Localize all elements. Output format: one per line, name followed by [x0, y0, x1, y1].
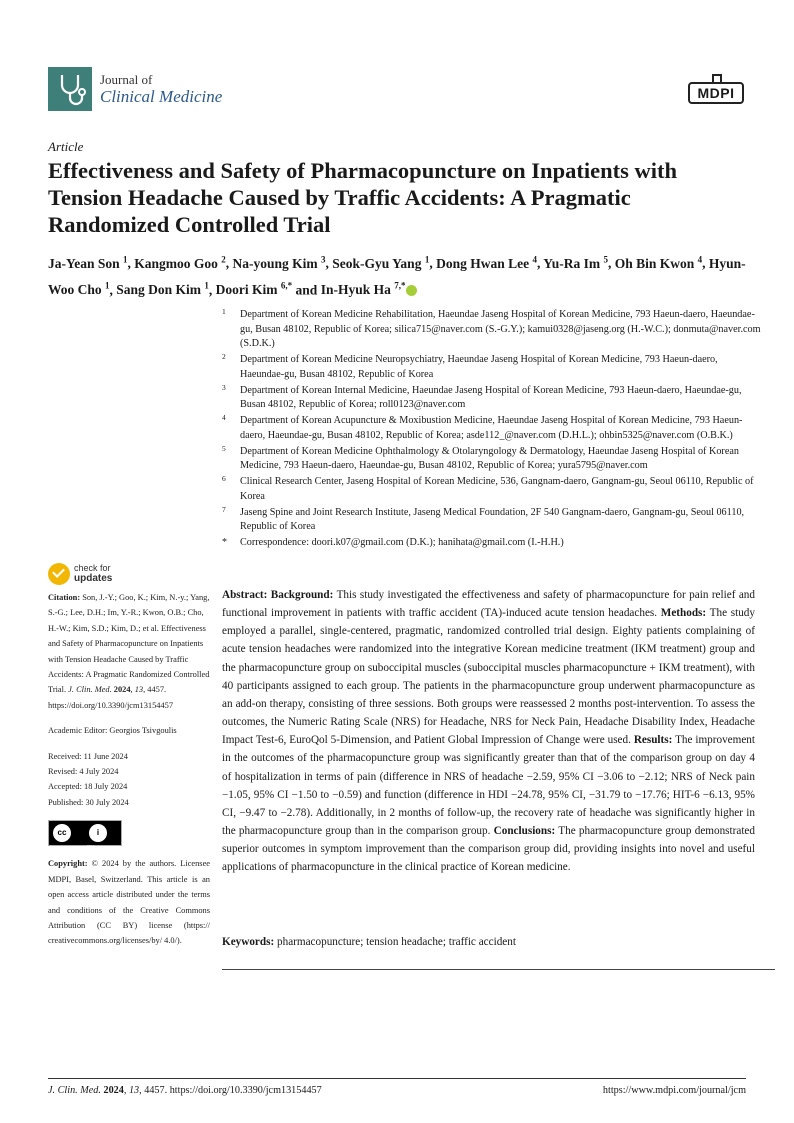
by-label: BY	[87, 845, 94, 852]
author-affiliation-ref: 1	[424, 254, 430, 264]
citation-text: Son, J.-Y.; Goo, K.; Kim, N.-y.; Yang, S.-G.; Lee, D.H.; Im, Y.-R.; Kwon, O.B.; Cho, H.-W.; Kim, S.D.; Kim, D.; et al. Effectiveness and Safety of Pharmacopuncture on Inpatients with Tension Headache Caused by Traffic Accidents: A Pragmatic Randomized Controlled Trial.	[48, 593, 210, 695]
citation-volume: 13	[134, 685, 144, 695]
methods-label: Methods:	[660, 607, 707, 620]
author-name[interactable]: In-Hyuk Ha	[320, 282, 391, 297]
author	[48, 256, 128, 271]
keywords	[222, 933, 755, 951]
author-name[interactable]: Sang Don Kim	[116, 282, 202, 297]
author-name[interactable]: Oh Bin Kwon	[614, 255, 695, 271]
background-label: Background:	[270, 589, 334, 601]
author	[134, 256, 226, 271]
article-title: Effectiveness and Safety of Pharmacopuncture on Inpatients with Tension Headache Caused by Traffic Accidents: A Pragmatic Randomized Controlled Trial	[48, 158, 677, 237]
citation-doi-link[interactable]: https://doi.org/10.3390/jcm13154457	[48, 700, 174, 710]
author-affiliation-ref: 2	[221, 254, 226, 264]
orcid-icon[interactable]	[406, 285, 417, 296]
author	[216, 282, 293, 297]
dates-block	[48, 749, 210, 811]
publisher-logo: MDPI	[688, 82, 744, 104]
author-name[interactable]: Doori Kim	[215, 282, 278, 297]
cc-icon: cc	[53, 824, 71, 842]
author-affiliation-ref: 7,*	[394, 280, 406, 291]
affiliation-text: Clinical Research Center, Jaseng Hospital of Korean Medicine, 536, Gangnam-daero, Gangnam-gu, Seoul 06110, Republic of Korea	[240, 476, 754, 502]
affiliations	[222, 308, 762, 552]
journal-logo	[48, 67, 92, 111]
attribution-person-icon: i	[89, 824, 107, 842]
author-name[interactable]: Na-young Kim	[232, 255, 318, 271]
author	[332, 256, 429, 271]
author	[116, 282, 209, 297]
stethoscope-icon	[48, 67, 92, 111]
affiliation-item	[222, 475, 762, 504]
affiliation-item	[222, 414, 762, 443]
citation-block: Citation: Son, J.-Y.; Goo, K.; Kim, N.-y.; Yang, S.-G.; Lee, D.H.; Im, Y.-R.; Kwon, O.B.; Cho, H.-W.; Kim, S.D.; Kim, D.; et al. Effectiveness and Safety of Pharmacopuncture on Inpatients with Tension Headache Caused by Traffic Accidents: A Pragmatic Randomized Controlled Trial. J. Clin. Med. 2024, 13, 4457. https://doi.org/10.3390/jcm13154457	[48, 593, 210, 710]
affiliation-number: 3	[222, 382, 226, 392]
footer-doi-link[interactable]: https://doi.org/10.3390/jcm13154457	[169, 1085, 322, 1096]
mdpi-logo-tab	[712, 74, 722, 82]
affiliation-text: Department of Korean Medicine Neuropsychiatry, Haeundae Jaseng Hospital of Korean Medicine, 793 Haeun-daero, Haeundae-gu, Busan 48102, Republic of Korea	[240, 354, 718, 380]
copyright-label: Copyright:	[48, 859, 88, 869]
author-affiliation-ref: 1	[204, 280, 209, 291]
affiliation-text: Department of Korean Acupuncture & Moxibustion Medicine, Haeundae Jaseng Hospital of Korean Medicine, 793 Haeun-daero, Haeundae-gu, Busan 48102, Republic of Korea; asde112_@naver.com (D.H.L.); ohbin5325@naver.com (O.B.K.)	[240, 415, 743, 441]
copyright-block	[48, 856, 210, 948]
citation-journal: J. Clin. Med.	[68, 685, 112, 695]
footer-pages: 4457.	[144, 1085, 168, 1096]
footer-year: 2024	[103, 1085, 124, 1096]
footer-journal: J. Clin. Med.	[48, 1085, 101, 1096]
abstract-divider	[222, 969, 775, 970]
author-affiliation-ref: 3	[321, 254, 326, 264]
author	[615, 256, 702, 271]
updates-label: updates	[74, 573, 113, 584]
accepted-date: Accepted: 18 July 2024	[48, 782, 128, 792]
journal-of-label: Journal of	[100, 72, 153, 87]
published-date: Published: 30 July 2024	[48, 797, 129, 807]
check-for-label: check for	[74, 563, 111, 573]
author-affiliation-ref: 1	[123, 254, 128, 264]
abstract-label: Abstract:	[222, 589, 268, 601]
results-text: The improvement in the outcomes of the pharmacopuncture group was significantly greater than that of the comparison group on day 4 of hospitalization in terms of pain (difference in NRS of headache −2.59, 95% CI −3.06 to −2.12; NRS of Neck pain −1.05, 95% CI −1.50 to −0.59) and function (difference in HDI −24.78, 95% CI, −31.79 to −17.76; HIT-6 −6.13, 95% CI, −9.47 to −2.78). Additionally, in 2 months of follow-up, the recovery rate of headache was significantly higher in the pharmacopuncture group than in the comparison group.	[222, 734, 755, 838]
affiliation-text: Department of Korean Medicine Ophthalmology & Otolaryngology & Dermatology, Haeundae Jaseng Hospital of Korean Medicine, 793 Haeun-daero, Haeundae-gu, Busan 48102, Republic of Korea; yura5795@naver.com	[240, 445, 739, 471]
author-affiliation-ref: 4	[532, 254, 537, 264]
affiliation-number: 1	[222, 307, 226, 316]
received-date: Received: 11 June 2024	[48, 751, 128, 761]
results-label: Results:	[633, 734, 673, 747]
affiliation-number: 4	[222, 413, 226, 422]
affiliation-text: Correspondence: doori.k07@gmail.com (D.K.); hanihata@gmail.com (I.-H.H.)	[240, 537, 564, 548]
conclusions-text: The pharmacopuncture group demonstrated superior outcomes in symptom improvement than the comparison group did, providing insights into novel and useful applications of pharmacopuncture in the clinical practice of Korean medicine.	[222, 825, 755, 874]
journal-name: Clinical Medicine	[100, 87, 223, 106]
citation-year: 2024	[113, 685, 131, 695]
academic-editor: Academic Editor: Georgios Tsivgoulis	[48, 726, 177, 736]
affiliation-item	[222, 536, 762, 551]
article-type: Article	[48, 139, 84, 154]
author-name[interactable]: Seok-Gyu Yang	[332, 255, 422, 271]
author	[233, 256, 326, 271]
author-name[interactable]: Dong Hwan Lee	[436, 255, 530, 271]
footer-citation: J. Clin. Med. 2024, 13, 4457. https://doi.org/10.3390/jcm13154457	[48, 1085, 322, 1096]
affiliation-number: *	[222, 537, 227, 548]
author-affiliation-ref: 6,*	[280, 280, 293, 291]
affiliation-text: Jaseng Spine and Joint Research Institute, Jaseng Medical Foundation, 2F 540 Gangnam-daero, Gangnam-gu, Seoul 06110, Republic of Korea	[240, 506, 745, 532]
abstract	[222, 586, 755, 877]
affiliation-item	[222, 353, 762, 382]
author-affiliation-ref: 4	[697, 254, 703, 264]
author	[321, 282, 418, 297]
cc-by-license-badge[interactable]	[48, 820, 122, 852]
check-icon	[48, 563, 70, 585]
author-name[interactable]: Hyun-Woo Cho	[48, 255, 746, 297]
methods-text: The study employed a parallel, single-centered, pragmatic, randomized controlled trial design. Eighty patients complaining of acute tension headaches were randomized into the integrative Korean medicine treatment (IKM treatment) group and the pharmacopuncture group on suboccipital muscles (suboccipital muscles pharmacopuncture + IKM treatment), with 40 participants assigned to each group. The patients in the pharmacopuncture group underwent pharmacopuncture as an add-on therapy, consisting of three sessions. Both groups were reassessed 2 months post-intervention. To assess the outcomes, the Numeric Rating Scale (NRS) for Headache, NRS for Neck Pain, Headache Disability Index, Headache Impact Test-6, EuroQol 5-Dimension, and Patient Global Impression of Change were used.	[222, 607, 755, 747]
conclusions-label: Conclusions:	[493, 825, 556, 838]
affiliation-item	[222, 384, 762, 413]
check-for-updates-badge[interactable]	[48, 561, 158, 587]
author-list: Ja-Yean Son $^1$, Kangmoo Goo $^2$, Na-young Kim $^3$, Seok-Gyu Yang $^1$, Dong Hwan Lee $^4$, Yu-Ra Im $^5$, Oh Bin Kwon $^4$, Hyun-Woo Cho $^1$, Sang Don Kim $^1$, Doori Kim $^{6,*}$ and In-Hyuk Ha $^{7,*}$	[48, 254, 746, 297]
keywords-text: pharmacopuncture; tension headache; traffic accident	[277, 936, 516, 948]
citation-pages: 4457.	[147, 685, 167, 695]
revised-date: Revised: 4 July 2024	[48, 767, 119, 777]
affiliation-item	[222, 506, 762, 535]
author	[436, 256, 537, 271]
background-text: This study investigated the effectiveness and safety of pharmacopuncture for pain relief and functional improvement in patients with traffic accident (TA)-induced acute tension headaches.	[222, 589, 755, 620]
affiliation-item	[222, 308, 762, 352]
author-name[interactable]: Kangmoo Goo	[134, 255, 218, 271]
author-name[interactable]: Yu-Ra Im	[543, 255, 601, 271]
affiliation-text: Department of Korean Internal Medicine, Haeundae Jaseng Hospital of Korean Medicine, 793 Haeun-daero, Haeundae-gu, Busan 48102, Republic of Korea; roll0123@naver.com	[240, 384, 742, 410]
author-affiliation-ref: 5	[603, 254, 608, 264]
affiliation-text: Department of Korean Medicine Rehabilitation, Haeundae Jaseng Hospital of Korean Medicine, 793 Haeun-daero, Haeundae-gu, Busan 48102, Republic of Korea; silica715@naver.com (S.-G.Y.); kamui0328@jaseng.org (H.-W.C.); donmuta@naver.com (S.D.K.)	[240, 309, 761, 349]
affiliation-number: 5	[222, 443, 226, 453]
footer-volume: 13	[128, 1085, 140, 1096]
author-affiliation-ref: 1	[105, 280, 110, 291]
footer-journal-url[interactable]: https://www.mdpi.com/journal/jcm	[602, 1085, 746, 1096]
keywords-label: Keywords:	[222, 936, 275, 948]
author-name[interactable]: Ja-Yean Son	[48, 255, 120, 271]
affiliation-number: 6	[222, 474, 226, 483]
affiliation-item	[222, 445, 762, 474]
citation-label: Citation:	[48, 593, 81, 602]
footer-divider	[48, 1078, 746, 1079]
copyright-text: © 2024 by the authors. Licensee MDPI, Basel, Switzerland. This article is an open access article distributed under the terms and conditions of the Creative Commons Attribution (CC BY) license (https:// creativecommons.org/licenses/by/ 4.0/).	[48, 859, 211, 946]
affiliation-number: 7	[222, 504, 226, 514]
sidebar	[48, 590, 210, 949]
author	[543, 256, 608, 271]
affiliation-number: 2	[222, 352, 226, 361]
